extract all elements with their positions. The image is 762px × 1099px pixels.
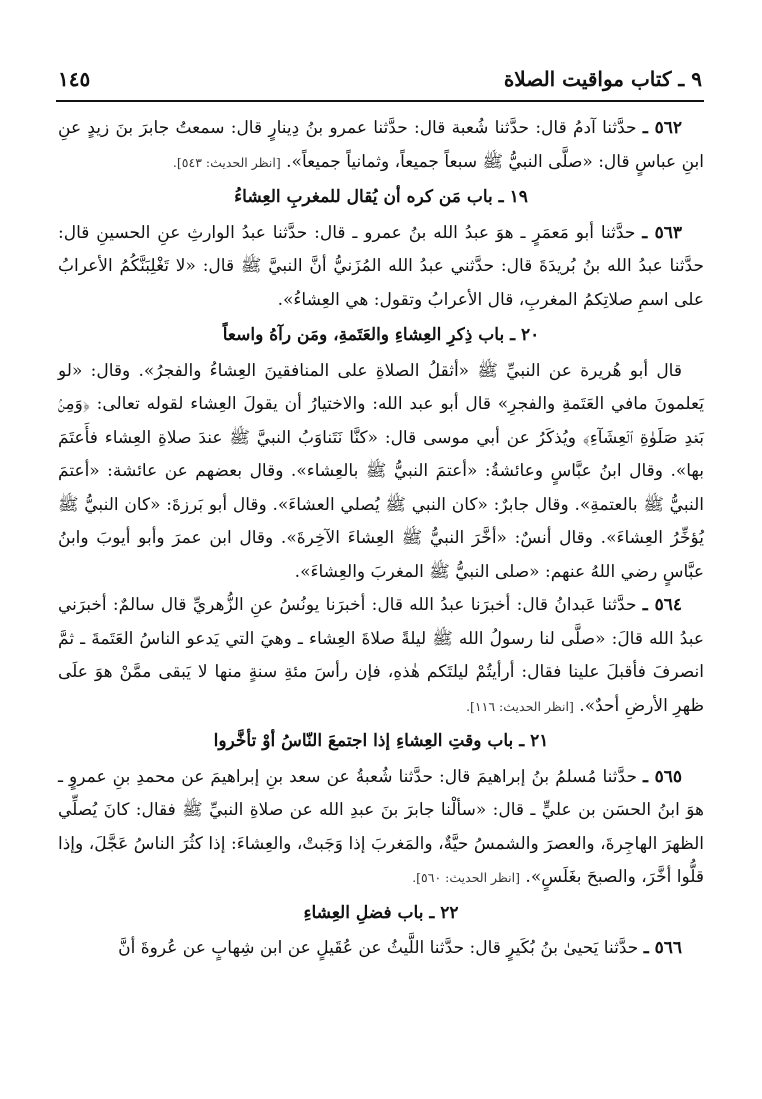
- hadith-565: ٥٦٥ ـ حدَّثنا مُسلمُ بنُ إبراهيمَ قال: حدَّثنا شُعبةُ عن سعد بنِ إبراهيمَ عن محمدِ بنِ عمروٍ ـ هوَ ابنُ الحسَن بن عليٍّ ـ قال: «سألْنا جابرَ بنَ عبدِ الله عن صلاةِ النبيِّ ﷺ فقال: كانَ يُصلِّي الظهرَ الهاجِرةَ، والعصرَ والشمسُ حيَّةٌ، والمَغربَ إذا وَجَبتْ، والعِشاءَ: إذا كثُرَ الناسُ عَجَّلَ، وإذا قلُّوا أخَّرَ، والصبحَ بغَلَسٍ». [انظر الحديث: ٥٦٠].: [58, 766, 704, 887]
- hadith-566: ٥٦٦ ـ حدَّثنا يَحيىٰ بنُ بُكَيرٍ قال: حدَّثنا اللَّيثُ عن عُقَيلٍ عن ابن شِهابٍ عن عُروةَ أنَّ: [118, 938, 682, 958]
- page-number: ١٤٥: [58, 67, 91, 91]
- chapter-20-text: قال أبو هُريرة عن النبيِّ ﷺ «أثقلُ الصلاةِ على المنافقينَ العِشاءُ والفجرُ». وقال: «لو يَعلمونَ مافي العَتَمةِ والفجرِ» قال أبو عبد الله: والاختيارُ أن يقولَ العِشاء لقوله تعالى: ﴿وَمِنۢ بَعۡدِ صَلَوٰةِ ٱلۡعِشَآءِ﴾ ويُذكَرُ عن أبي موسى قال: «كنَّا نَتَناوَبُ النبيَّ ﷺ عندَ صلاةِ العِشاء فأَعتَمَ بها». وقال ابنُ عبَّاسٍ وعائشةُ: «أعتمَ النبيُّ ﷺ بالعِشاء». وقال بعضهم عن عائشة: «أعتمَ النبيُّ ﷺ بالعتمةِ». وقال جابرٌ: «كان النبي ﷺ يُصلي العشاءَ». وقال أبو بَرزةَ: «كان النبيُّ ﷺ يُؤخِّرُ العِشاءَ». وقال أنسٌ: «أخَّرَ النبيُّ ﷺ العِشاءَ الآخِرةَ». وقال ابن عمرَ وأبو أيوبَ وابنُ عبَّاسٍ رضي اللهُ عنهم: «صلى النبيُّ ﷺ المغربَ والعِشاءَ».: [58, 360, 704, 582]
- chapter-heading-21: ٢١ ـ باب وقتِ العِشاءِ إذا اجتمعَ النّاسُ أوْ تأخَّروا: [213, 731, 549, 751]
- hadith-reference: [انظر الحديث: ٥٤٣].: [172, 154, 281, 170]
- page-header: [58, 62, 702, 96]
- chapter-heading-19: ١٩ ـ باب مَن كره أن يُقال للمغربِ العِشاءُ: [234, 187, 528, 207]
- hadith-563: ٥٦٣ ـ حدَّثنا أبو مَعمَرٍ ـ هوَ عبدُ الله بنُ عمرو ـ قال: حدَّثنا عبدُ الوارثِ عنِ الحسينِ قال: حدَّثنا عبدُ الله بنُ بُريدَةَ قال: حدَّثني عبدُ الله المُزَنيُّ أنَّ النبيَّ ﷺ قال: «لا تَغْلِبَنَّكُمُ الأعرابُ على اسمِ صلاتِكمُ المغربِ، قال الأعرابُ وتقول: هي العِشاءُ».: [58, 222, 704, 310]
- hadith-reference: [انظر الحديث: ١١٦].: [466, 698, 574, 714]
- header-rule: [56, 100, 704, 102]
- hadith-562: ٥٦٢ ـ حدَّثنا آدمُ قال: حدَّثنا شُعبة قال: حدَّثنا عمرو بنُ دِينارٍ قال: سمعتُ جابرَ بنَ زيدٍ عنِ ابنِ عباسٍ قال: «صلَّى النبيُّ ﷺ سبعاً جميعاً، وثمانياً جميعاً». [انظر الحديث: ٥٤٣].: [58, 118, 704, 172]
- hadith-564: ٥٦٤ ـ حدَّثنا عَبدانُ قال: أخبرَنا عبدُ الله قال: أخبرَنا يونُسُ عنِ الزُّهريِّ قال سالمٌ: أخبرَني عبدُ الله قالَ: «صلَّى لنا رسولُ الله ﷺ ليلةً صلاةَ العِشاء ـ وهيَ التي يَدعو الناسُ العَتَمةَ ـ ثمَّ انصرفَ فأقبلَ علينا فقال: أرأيتُمْ ليلتَكم هٰذهِ، فإن رأسَ مئةِ سنةٍ منها لا يَبقى ممَّنْ هوَ علَى ظهرِ الأرضِ أحدٌ». [انظر الحديث: ١١٦].: [58, 595, 704, 716]
- chapter-title: ٩ ـ كتاب مواقيت الصلاة: [503, 67, 702, 91]
- page-body: [58, 112, 704, 966]
- chapter-heading-22: ٢٢ ـ باب فضلِ العِشاءِ: [303, 902, 459, 923]
- hadith-reference: [انظر الحديث: ٥٦٠].: [412, 870, 521, 885]
- chapter-heading-20: ٢٠ ـ باب ذِكرِ العِشاءِ والعَتَمةِ، ومَن رآهُ واسعاً: [222, 325, 540, 345]
